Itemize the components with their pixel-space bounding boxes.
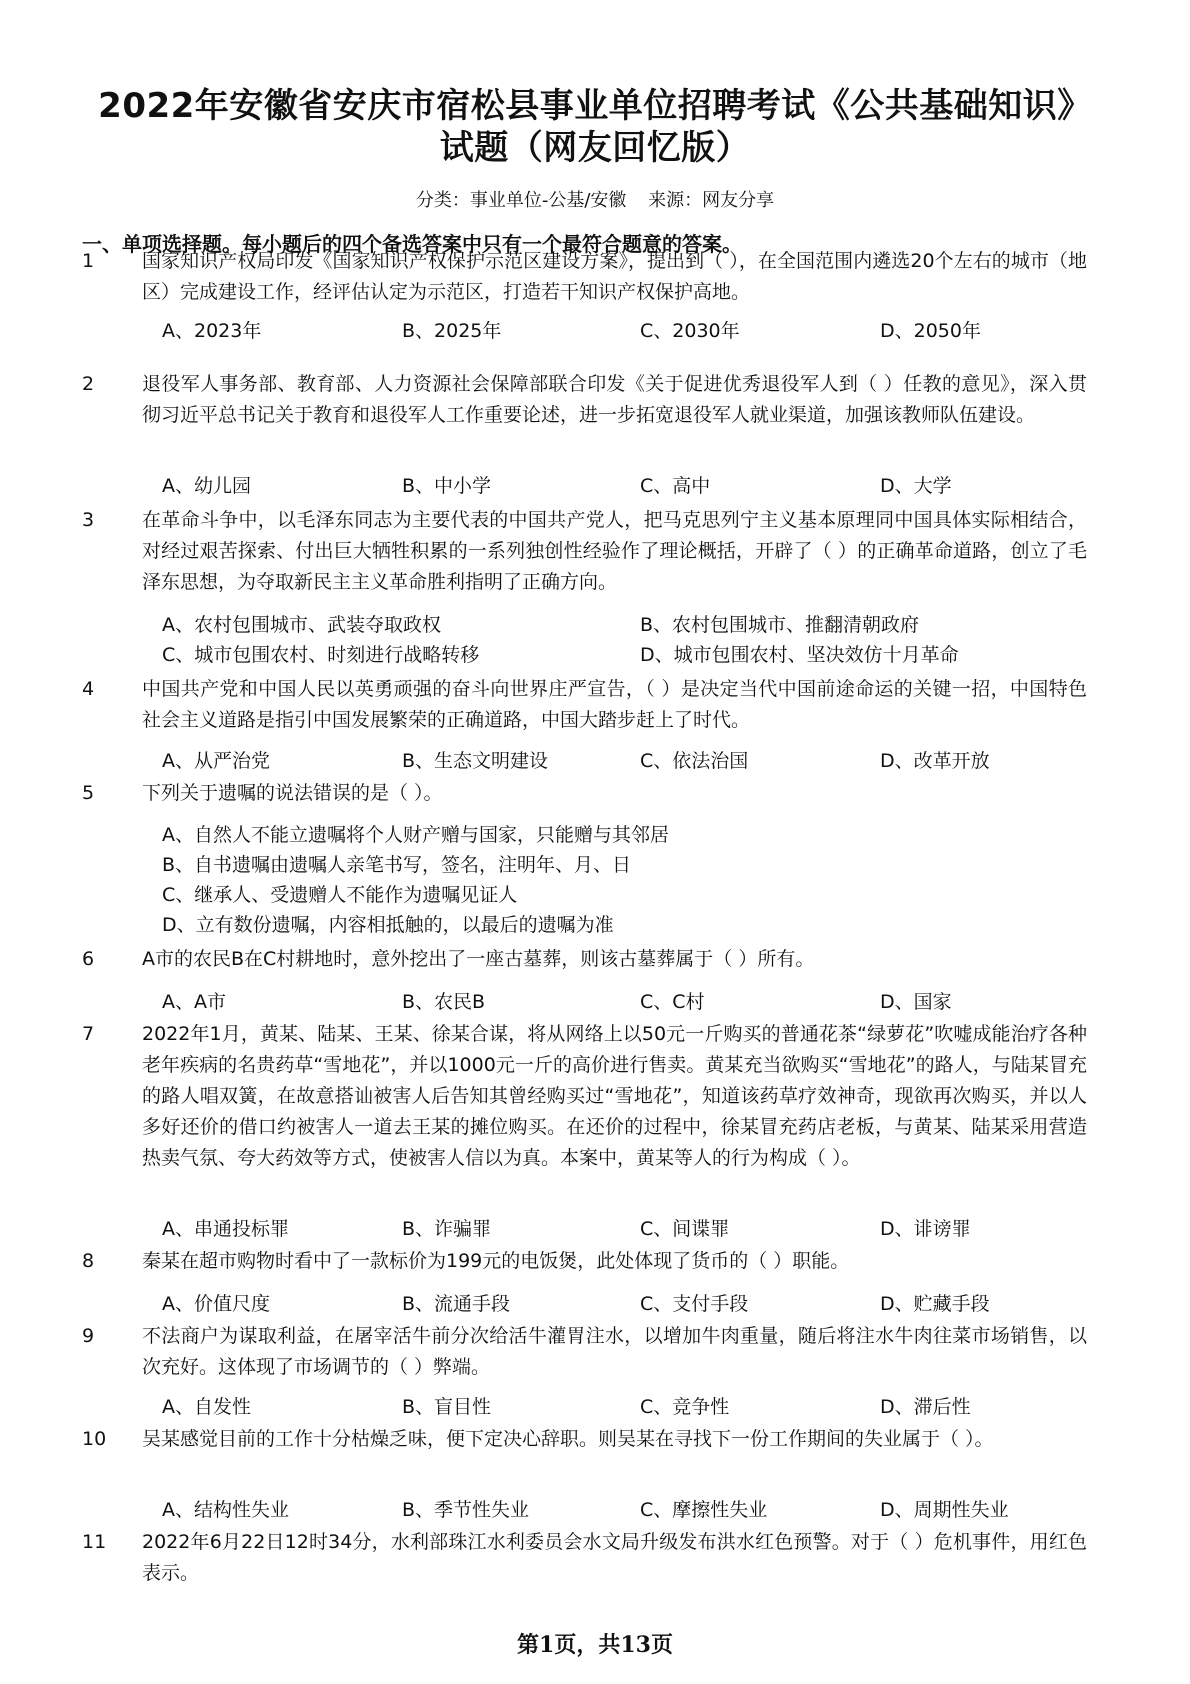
section-heading: 一、单项选择题。每小题后的四个备选答案中只有一个最符合题意的答案。 <box>82 232 742 256</box>
option-c: C、C村 <box>640 991 705 1013</box>
option-c: C、继承人、受遗赠人不能作为遗嘱见证人 <box>162 884 518 906</box>
option-a: A、从严治党 <box>162 750 270 772</box>
option-d: D、贮藏手段 <box>880 1293 990 1315</box>
option-d: D、大学 <box>880 475 952 497</box>
question-text: 秦某在超市购物时看中了一款标价为199元的电饭煲，此处体现了货币的（ ）职能。 <box>142 1250 850 1272</box>
question-number: 10 <box>82 1428 107 1450</box>
document-title-line-1: 2022年安徽省安庆市宿松县事业单位招聘考试《公共基础知识》 <box>98 86 1092 126</box>
option-c: C、依法治国 <box>640 750 749 772</box>
document-meta <box>0 186 1190 212</box>
option-d: D、国家 <box>880 991 952 1013</box>
option-a: A、2023年 <box>162 320 262 342</box>
question-text: 退役军人事务部、教育部、人力资源社会保障部联合印发《关于促进优秀退役军人到（ ）任教的意见》，深入贯彻习近平总书记关于教育和退役军人工作重要论述，进一步拓宽退役军人就业渠道，加强该教师队伍建设。 <box>142 373 1087 426</box>
question-text: 2022年1月，黄某、陆某、王某、徐某合谋，将从网络上以50元一斤购买的普通花茶“绿萝花”吹嘘成能治疗各种老年疾病的名贵药草“雪地花”，并以1000元一斤的高价进行售卖。黄某充当欲购买“雪地花”的路人，与陆某冒充的路人唱双簧，在故意搭讪被害人后告知其曾经购买过“雪地花”，知道该药草疗效神奇，现欲再次购买，并以人多好还价的借口约被害人一道去王某的摊位购买。在还价的过程中，徐某冒充药店老板，与黄某、陆某采用营造热卖气氛、夸大药效等方式，使被害人信以为真。本案中，黄某等人的行为构成（ ）。 <box>142 1023 1087 1169</box>
source-label: 来源：网友分享 <box>648 190 775 211</box>
question-text: 吴某感觉目前的工作十分枯燥乏味，便下定决心辞职。则吴某在寻找下一份工作期间的失业属于（ ）。 <box>142 1428 994 1450</box>
page-footer: 第1页，共13页 <box>517 1632 673 1658</box>
option-b: B、自书遗嘱由遗嘱人亲笔书写，签名，注明年、月、日 <box>162 854 632 876</box>
option-c: C、2030年 <box>640 320 740 342</box>
question-number: 5 <box>82 782 95 804</box>
option-a: A、结构性失业 <box>162 1499 289 1521</box>
option-d: D、2050年 <box>880 320 981 342</box>
question-number: 7 <box>82 1023 95 1045</box>
option-c: C、间谍罪 <box>640 1218 730 1240</box>
question-number: 6 <box>82 948 95 970</box>
question-text: 不法商户为谋取利益，在屠宰活牛前分次给活牛灌胃注水，以增加牛肉重量，随后将注水牛肉往菜市场销售，以次充好。这体现了市场调节的（ ）弊端。 <box>142 1325 1087 1378</box>
question-number: 11 <box>82 1531 107 1553</box>
question-number: 8 <box>82 1250 95 1272</box>
option-a: A、农村包围城市、武装夺取政权 <box>162 614 441 636</box>
option-b: B、生态文明建设 <box>402 750 549 772</box>
option-b: B、2025年 <box>402 320 502 342</box>
option-d: D、诽谤罪 <box>880 1218 971 1240</box>
option-b: B、农村包围城市、推翻清朝政府 <box>640 614 920 636</box>
question-text: 国家知识产权局印发《国家知识产权保护示范区建设方案》，提出到（ ），在全国范围内遴选20个左右的城市（地区）完成建设工作，经评估认定为示范区，打造若干知识产权保护高地。 <box>142 250 1087 303</box>
question-text: 在革命斗争中，以毛泽东同志为主要代表的中国共产党人，把马克思列宁主义基本原理同中国具体实际相结合，对经过艰苦探索、付出巨大牺牲积累的一系列独创性经验作了理论概括，开辟了（ ）的正确革命道路，创立了毛泽东思想，为夺取新民主主义革命胜利指明了正确方向。 <box>142 509 1087 593</box>
option-b: B、诈骗罪 <box>402 1218 492 1240</box>
question-number: 1 <box>82 250 95 272</box>
option-d: D、立有数份遗嘱，内容相抵触的，以最后的遗嘱为准 <box>162 914 614 936</box>
question-number: 3 <box>82 509 95 531</box>
question-text: A市的农民B在C村耕地时，意外挖出了一座古墓葬，则该古墓葬属于（ ）所有。 <box>142 948 815 970</box>
option-c: C、竞争性 <box>640 1396 730 1418</box>
option-b: B、农民B <box>402 991 486 1013</box>
option-c: C、摩擦性失业 <box>640 1499 768 1521</box>
option-c: C、城市包围农村、时刻进行战略转移 <box>162 644 480 666</box>
option-b: B、盲目性 <box>402 1396 492 1418</box>
option-a: A、自发性 <box>162 1396 251 1418</box>
question-text: 下列关于遗嘱的说法错误的是（ ）。 <box>142 782 443 804</box>
option-c: C、高中 <box>640 475 711 497</box>
option-a: A、串通投标罪 <box>162 1218 289 1240</box>
category-label: 分类：事业单位-公基/安徽 <box>415 190 627 211</box>
option-d: D、城市包围农村、坚决效仿十月革命 <box>640 644 959 666</box>
question-number: 2 <box>82 373 95 395</box>
option-b: B、中小学 <box>402 475 492 497</box>
option-a: A、自然人不能立遗嘱将个人财产赠与国家，只能赠与其邻居 <box>162 824 669 846</box>
option-d: D、周期性失业 <box>880 1499 1009 1521</box>
option-a: A、幼儿园 <box>162 475 251 497</box>
question-number: 9 <box>82 1325 95 1347</box>
question-number: 4 <box>82 678 95 700</box>
option-a: A、A市 <box>162 991 226 1013</box>
option-a: A、价值尺度 <box>162 1293 270 1315</box>
option-b: B、季节性失业 <box>402 1499 530 1521</box>
question-text: 中国共产党和中国人民以英勇顽强的奋斗向世界庄严宣告，（ ）是决定当代中国前途命运的关键一招，中国特色社会主义道路是指引中国发展繁荣的正确道路，中国大踏步赶上了时代。 <box>142 678 1087 731</box>
option-d: D、滞后性 <box>880 1396 971 1418</box>
document-title-line-2: 试题（网友回忆版） <box>439 128 751 168</box>
option-d: D、改革开放 <box>880 750 990 772</box>
option-b: B、流通手段 <box>402 1293 511 1315</box>
question-text: 2022年6月22日12时34分，水利部珠江水利委员会水文局升级发布洪水红色预警。对于（ ）危机事件，用红色表示。 <box>142 1531 1087 1584</box>
option-c: C、支付手段 <box>640 1293 749 1315</box>
